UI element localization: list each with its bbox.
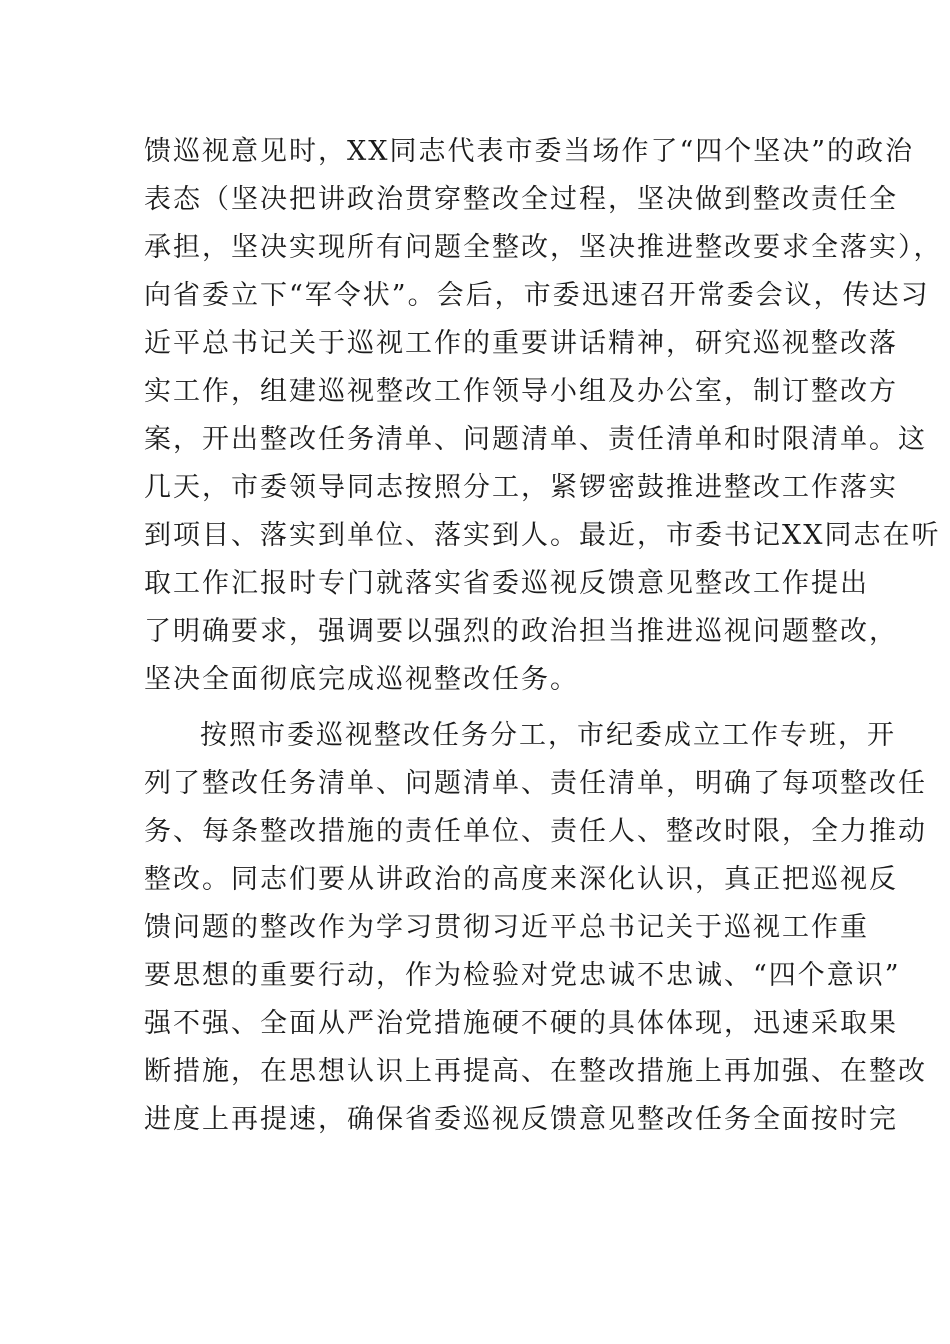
paragraph-line: 向省委立下“军令状”。会后，市委迅速召开常委会议，传达习 [144, 280, 930, 311]
paragraph-line: 表态（坚决把讲政治贯穿整改全过程，坚决做到整改责任全 [144, 184, 898, 215]
paragraph-line: 到项目、落实到单位、落实到人。最近，市委书记XX同志在听 [144, 520, 941, 551]
paragraph-line: 务、每条整改措施的责任单位、责任人、整改时限，全力推动 [144, 816, 927, 847]
paragraph-line: 列了整改任务清单、问题清单、责任清单，明确了每项整改任 [144, 768, 927, 799]
paragraph-line: 整改。同志们要从讲政治的高度来深化认识，真正把巡视反 [144, 864, 898, 895]
paragraph-line: 强不强、全面从严治党措施硬不硬的具体体现，迅速采取果 [144, 1008, 898, 1039]
paragraph-1 [144, 128, 943, 704]
paragraph-line: 馈巡视意见时，XX同志代表市委当场作了“四个坚决”的政治 [144, 136, 915, 167]
paragraph-line: 了明确要求，强调要以强烈的政治担当推进巡视问题整改， [144, 616, 898, 647]
paragraph-line: 近平总书记关于巡视工作的重要讲话精神，研究巡视整改落 [144, 328, 898, 359]
paragraph-line: 馈问题的整改作为学习贯彻习近平总书记关于巡视工作重 [144, 912, 869, 943]
paragraph-line: 实工作，组建巡视整改工作领导小组及办公室，制订整改方 [144, 376, 898, 407]
paragraph-line: 案，开出整改任务清单、问题清单、责任清单和时限清单。这 [144, 424, 927, 455]
paragraph-line: 进度上再提速，确保省委巡视反馈意见整改任务全面按时完 [144, 1104, 898, 1135]
paragraph-line: 要思想的重要行动，作为检验对党忠诚不忠诚、“四个意识” [144, 960, 901, 991]
paragraph-line: 坚决全面彻底完成巡视整改任务。 [144, 664, 579, 695]
paragraph-line: 断措施，在思想认识上再提高、在整改措施上再加强、在整改 [144, 1056, 927, 1087]
paragraph-line: 取工作汇报时专门就落实省委巡视反馈意见整改工作提出 [144, 568, 869, 599]
paragraph-2 [144, 712, 927, 1144]
paragraph-line: 几天，市委领导同志按照分工，紧锣密鼓推进整改工作落实 [144, 472, 898, 503]
paragraph-line: 承担，坚决实现所有问题全整改，坚决推进整改要求全落实）， [144, 232, 943, 263]
paragraph-line: 按照市委巡视整改任务分工，市纪委成立工作专班，开 [200, 720, 896, 751]
